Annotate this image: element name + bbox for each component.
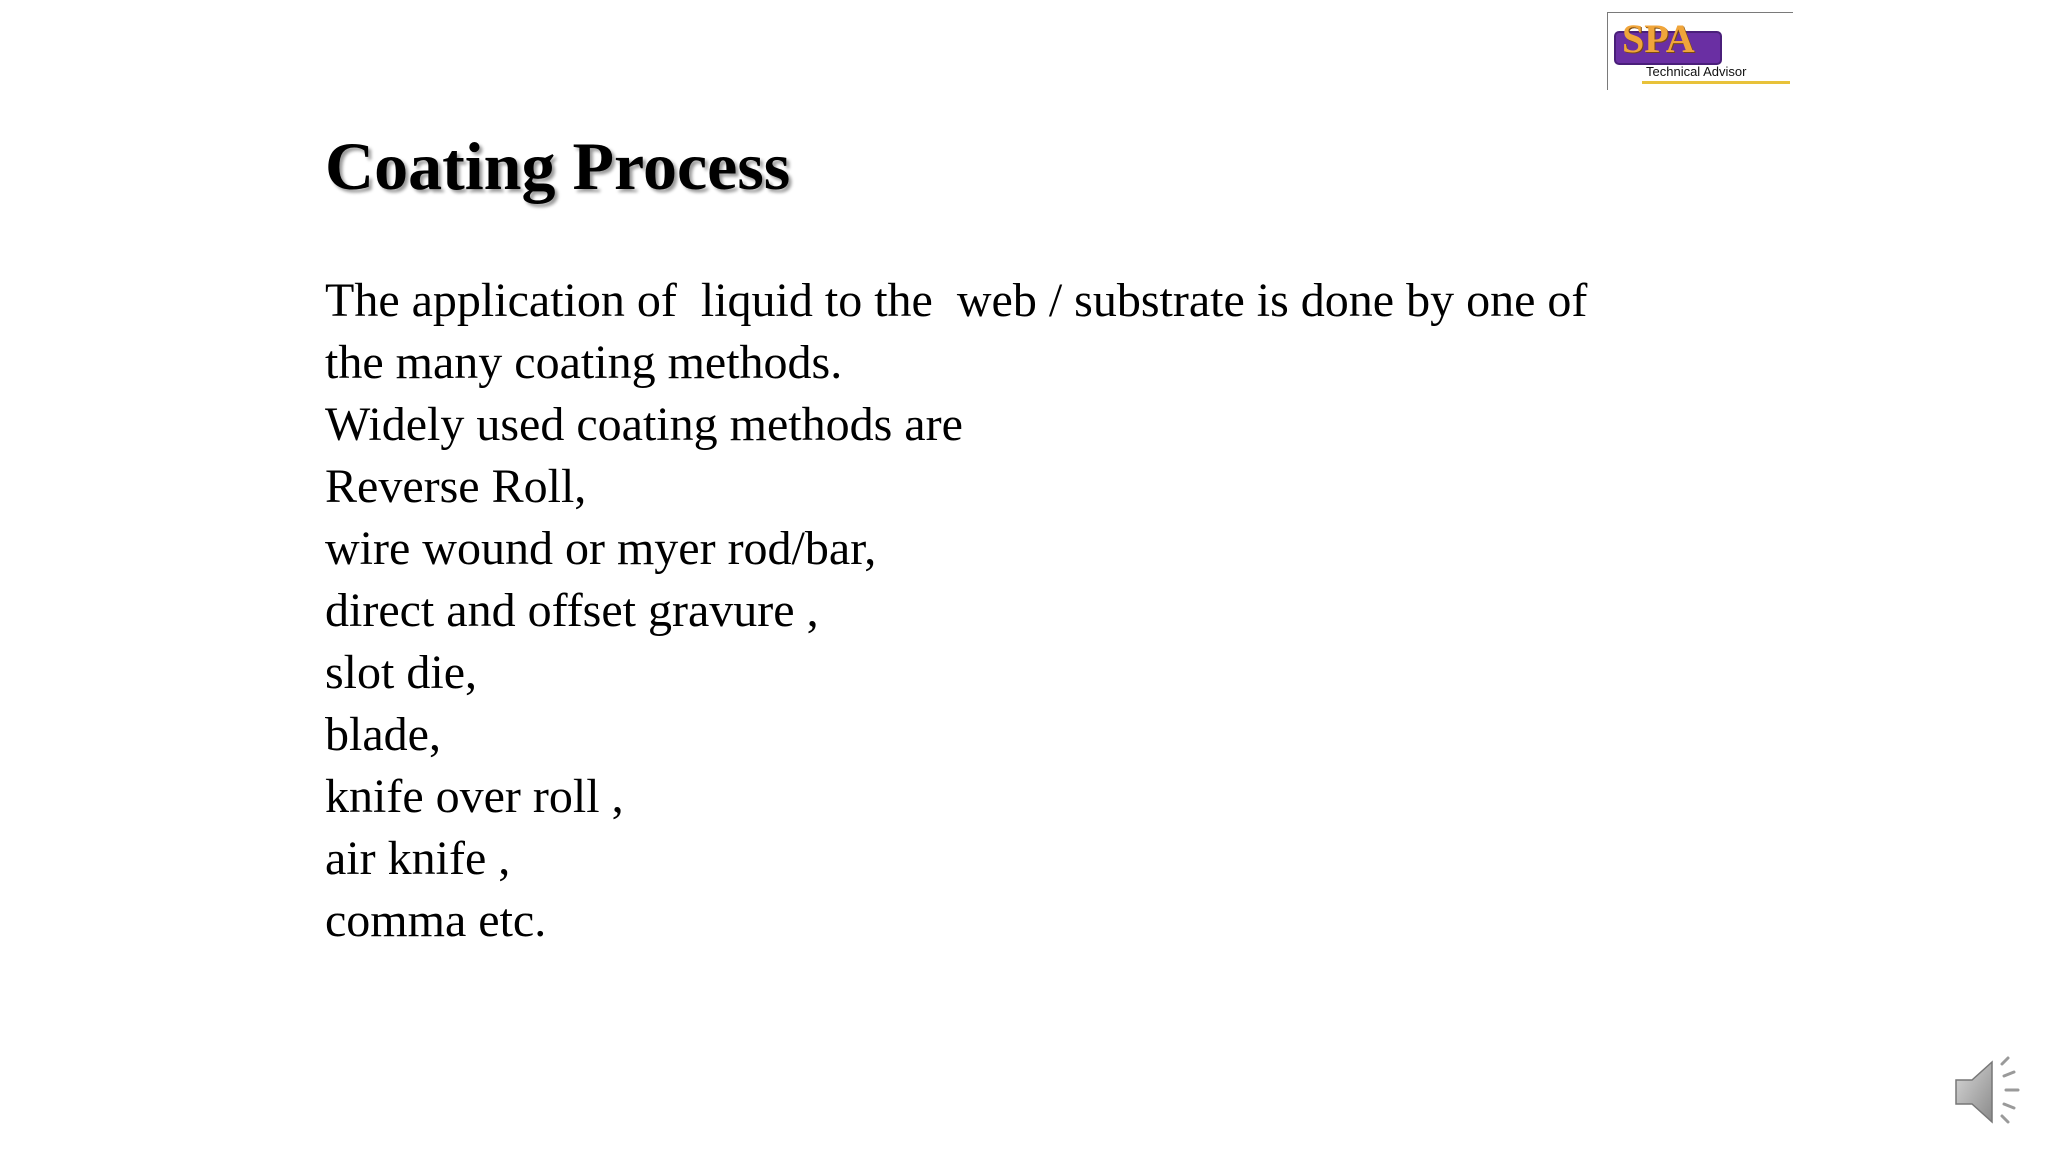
body-line: Reverse Roll, bbox=[325, 460, 587, 513]
body-line: wire wound or myer rod/bar, bbox=[325, 522, 877, 575]
body-line: direct and offset gravure , bbox=[325, 584, 819, 637]
body-line: knife over roll , bbox=[325, 770, 624, 823]
body-line: comma etc. bbox=[325, 894, 547, 947]
body-line: The application of liquid to the web / substrate is done by one of bbox=[325, 274, 1588, 327]
speaker-icon[interactable] bbox=[1950, 1050, 2034, 1134]
logo-underline bbox=[1642, 81, 1790, 84]
logo-subtitle: Technical Advisor bbox=[1646, 64, 1747, 79]
body-line: blade, bbox=[325, 708, 441, 761]
body-line: air knife , bbox=[325, 832, 511, 885]
slide-body bbox=[325, 270, 1745, 952]
slide-title: Coating Process bbox=[325, 128, 791, 204]
speaker-icon-graphic bbox=[1950, 1050, 2034, 1134]
logo-letters: SPA bbox=[1622, 16, 1695, 61]
body-line: Widely used coating methods are bbox=[325, 398, 963, 451]
body-line: the many coating methods. bbox=[325, 336, 843, 389]
company-logo bbox=[1607, 12, 1793, 90]
body-line: slot die, bbox=[325, 646, 477, 699]
